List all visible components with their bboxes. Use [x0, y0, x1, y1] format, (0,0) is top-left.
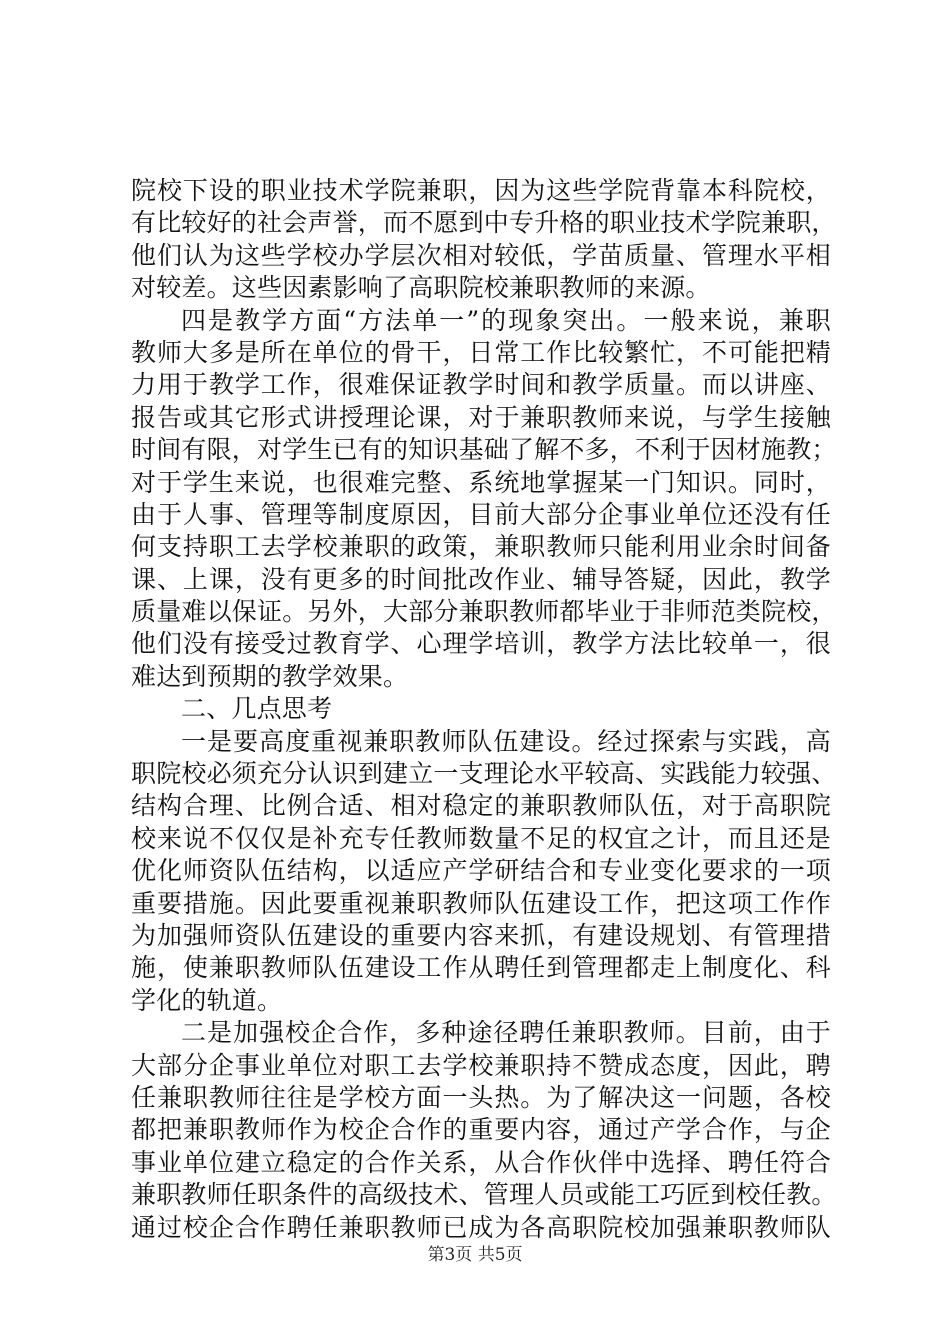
text-line: 都把兼职教师作为校企合作的重要内容，通过产学合作，与企	[131, 1115, 831, 1145]
text-line: 校来说不仅仅是补充专任教师数量不足的权宜之计，而且还是	[131, 823, 831, 853]
text-line: 通过校企合作聘任兼职教师已成为各高职院校加强兼职教师队	[131, 1212, 831, 1242]
body-text	[131, 175, 837, 1244]
text-line: 课、上课，没有更多的时间批改作业、辅导答疑，因此，教学	[131, 564, 831, 594]
text-line: 时间有限，对学生已有的知识基础了解不多，不利于因材施教；	[131, 435, 837, 465]
section-heading: 二、几点思考	[181, 694, 333, 724]
text-line: 院校下设的职业技术学院兼职，因为这些学院背靠本科院校，	[131, 176, 831, 205]
text-line: 对于学生来说，也很难完整、系统地掌握某一门知识。同时，	[131, 467, 831, 497]
text-line: 兼职教师任职条件的高级技术、管理人员或能工巧匠到校任教。	[131, 1180, 837, 1210]
text-line: 学化的轨道。	[131, 985, 283, 1015]
text-line: 任兼职教师往往是学校方面一头热。为了解决这一问题，各校	[131, 1082, 831, 1112]
text-line: 对较差。这些因素影响了高职院校兼职教师的来源。	[131, 273, 711, 303]
text-line: 事业单位建立稳定的合作关系，从合作伙伴中选择、聘任符合	[131, 1147, 831, 1177]
page-number-footer: 第3页 共5页	[427, 1245, 523, 1265]
paragraph-start-line: 四是教学方面“方法单一”的现象突出。一般来说，兼职	[181, 305, 831, 335]
text-line: 职院校必须充分认识到建立一支理论水平较高、实践能力较强、	[131, 759, 837, 789]
text-line: 难达到预期的教学效果。	[131, 661, 409, 691]
text-line: 施，使兼职教师队伍建设工作从聘任到管理都走上制度化、科	[131, 953, 831, 983]
text-line: 大部分企事业单位对职工去学校兼职持不赞成态度，因此，聘	[131, 1050, 831, 1080]
paragraph-start-line: 二是加强校企合作，多种途径聘任兼职教师。目前，由于	[181, 1018, 831, 1048]
text-line: 有比较好的社会声誉，而不愿到中专升格的职业技术学院兼职，	[131, 208, 837, 238]
text-line: 质量难以保证。另外，大部分兼职教师都毕业于非师范类院校，	[131, 597, 837, 627]
text-line: 教师大多是所在单位的骨干，日常工作比较繁忙，不可能把精	[131, 337, 831, 367]
text-line: 他们认为这些学校办学层次相对较低，学苗质量、管理水平相	[131, 240, 831, 270]
text-line: 何支持职工去学校兼职的政策，兼职教师只能利用业余时间备	[131, 532, 831, 562]
text-line: 他们没有接受过教育学、心理学培训，教学方法比较单一，很	[131, 629, 831, 659]
paragraph-start-line: 一是要高度重视兼职教师队伍建设。经过探索与实践，高	[181, 726, 831, 756]
text-line: 优化师资队伍结构，以适应产学研结合和专业变化要求的一项	[131, 856, 831, 886]
text-line: 重要措施。因此要重视兼职教师队伍建设工作，把这项工作作	[131, 888, 831, 918]
text-line: 力用于教学工作，很难保证教学时间和教学质量。而以讲座、	[131, 370, 831, 400]
text-line: 为加强师资队伍建设的重要内容来抓，有建设规划、有管理措	[131, 920, 831, 950]
text-line: 结构合理、比例合适、相对稳定的兼职教师队伍，对于高职院	[131, 791, 831, 821]
text-line: 报告或其它形式讲授理论课，对于兼职教师来说，与学生接触	[131, 402, 831, 432]
text-line: 由于人事、管理等制度原因，目前大部分企事业单位还没有任	[131, 499, 831, 529]
